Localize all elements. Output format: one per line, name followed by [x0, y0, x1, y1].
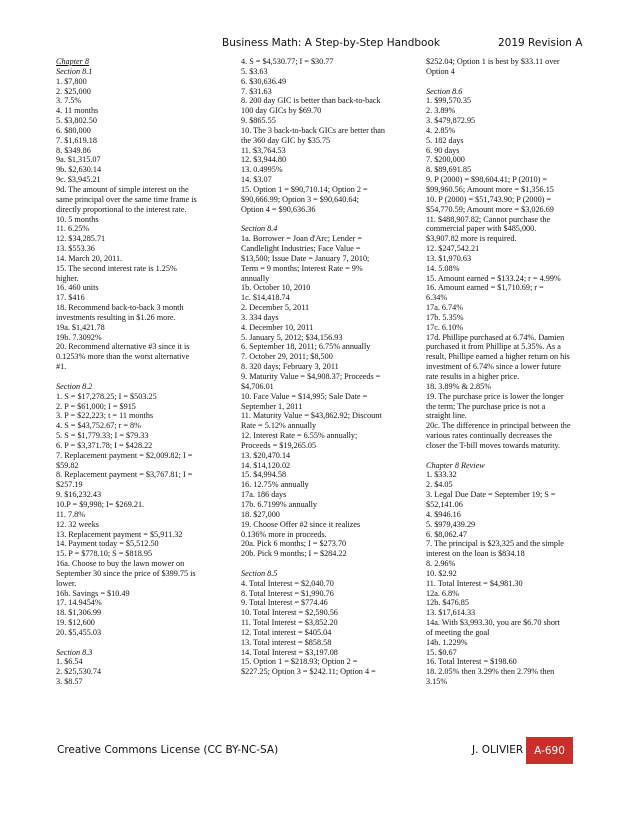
answer-line: 15. Amount earned = $133.24; r = 4.99%	[426, 273, 561, 283]
answer-line: 13. Replacement payment = $5,911.32	[56, 529, 183, 539]
answer-line: 19. Choose Offer #2 since it realizes	[241, 519, 361, 529]
answer-line: 18. 2.05% then 3.29% then 2.79% then	[426, 667, 555, 677]
answer-line: 12. 32 weeks	[56, 519, 99, 529]
answer-line: 4. $946.16	[426, 509, 461, 519]
answer-line: 16. Amount earned = $1,710.69; r =	[426, 283, 544, 293]
answer-line: 100 day GICs by $69.70	[241, 106, 322, 116]
answer-line: 10. P (2000) = $51,743.90; P (2000) =	[426, 194, 552, 204]
answer-line: 8. 320 days; February 3, 2011	[241, 362, 339, 372]
answer-line: 4. S = $43,752.67; r = 8%	[56, 421, 141, 431]
answer-line: directly proportional to the interest rate.	[56, 204, 187, 214]
answer-line: Rate = 5.12% annually	[241, 421, 317, 431]
answer-line: 12. $247,542.21	[426, 244, 480, 254]
section-heading: Chapter 8	[56, 57, 89, 66]
answer-line: 16a. Choose to buy the lawn mower on	[56, 559, 185, 569]
answer-line: same principal over the same time frame is	[56, 194, 197, 204]
answer-line: 19. The purchase price is lower the longer	[426, 391, 564, 401]
answer-line: 3. P = $22,223; t = 11 months	[56, 411, 154, 421]
answer-line: 19a. $1,421.78	[56, 322, 105, 332]
answer-line: 1c. $14,418.74	[241, 293, 290, 303]
answer-line: 3. Legal Due Date = September 19; S =	[426, 490, 556, 500]
answer-line: 17b. 5.35%	[426, 312, 464, 322]
answer-line: 11. Total Interest = $3,852.20	[241, 618, 338, 628]
answer-line: 7. The principal is $23,325 and the simple	[426, 539, 564, 549]
answer-line: 9. Maturity Value = $4,908.37; Proceeds =	[241, 372, 381, 381]
answer-line: 2. December 5, 2011	[241, 303, 310, 313]
answer-line: 16. 12.75% annually	[241, 480, 309, 490]
answer-line: Term = 9 months; Interest Rate = 9%	[241, 263, 363, 273]
answer-line: closer the T-bill moves towards maturity.	[426, 440, 561, 450]
answer-line: 14b. 1.229%	[426, 637, 468, 647]
answer-line: 11. $488,907.82; Cannot purchase the	[426, 214, 551, 224]
spacer	[56, 372, 234, 382]
answer-line: 17a. 186 days	[241, 490, 287, 500]
page-header-revision: 2019 Revision A	[498, 37, 583, 49]
answer-line: 3. $8.57	[56, 677, 83, 687]
answers-column-1	[56, 57, 234, 687]
answer-line: 17. $416	[56, 293, 85, 303]
answer-line: 4. S = $4,530.77; I = $30.77	[241, 57, 334, 66]
answer-line: $52,141.06	[426, 499, 463, 509]
answer-line: 12a. 6.8%	[426, 588, 459, 598]
section-heading: Section 8.2	[56, 381, 93, 391]
answer-line: 0.1253% more than the worst alternative	[56, 352, 190, 362]
answers-column-2	[241, 57, 419, 677]
answer-line: 1b. October 10, 2010	[241, 283, 311, 293]
answer-line: 18. Recommend back-to-back 3 month	[56, 303, 184, 313]
answer-line: 9a. $1,315.07	[56, 155, 101, 165]
answer-line: 6. 90 days	[426, 145, 460, 155]
answer-line: 5. $3,802.50	[56, 116, 97, 126]
answer-line: lower.	[56, 578, 77, 588]
answer-line: 17b. 6.7199% annually	[241, 499, 317, 509]
answer-line: 5. January 5, 2012; $34,156.93	[241, 332, 343, 342]
answer-line: 19b. 7.3092%	[56, 332, 102, 342]
answer-line: 10.P = $9,998; I= $269.21.	[56, 499, 145, 509]
answer-line: 12b. $476.85	[426, 598, 469, 608]
answer-line: 20. Recommend alternative #3 since it is	[56, 342, 190, 352]
answer-line: annually	[241, 273, 270, 283]
answer-line: 7. Replacement payment = $2,009.82; I =	[56, 450, 193, 460]
answer-line: 6. September 18, 2011; 6.75% annually	[241, 342, 371, 352]
answer-line: 14. $14,120.02	[241, 460, 291, 470]
answer-line: $90,666.99; Option 3 = $90,640.64;	[241, 194, 359, 204]
answer-line: 6. P = $3,371.78; I = $428.22	[56, 440, 153, 450]
answer-line: various rates continually decreases the	[426, 431, 552, 441]
answer-line: 7. $1,619.18	[56, 135, 97, 145]
answer-line: 2. $25,530.74	[56, 667, 102, 677]
answer-line: 1. $99,570.35	[426, 96, 472, 106]
answer-line: 15. The second interest rate is 1.25%	[56, 263, 177, 273]
answer-line: of meeting the goal	[426, 627, 490, 637]
spacer	[56, 638, 234, 648]
spacer	[241, 559, 419, 569]
answer-line: 7. $200,000	[426, 155, 465, 165]
section-heading: Chapter 8 Review	[426, 460, 485, 470]
answer-line: 6. $30,636.49	[241, 76, 287, 86]
answer-line: 15. Option 1 = $218.93; Option 2 =	[241, 657, 358, 667]
answer-line: $13,500; Issue Date = January 7, 2010;	[241, 253, 370, 263]
answer-line: 6. $80,000	[56, 125, 91, 135]
answer-line: $252.04; Option 1 is best by $33.11 over	[426, 57, 560, 66]
answer-line: 20c. The difference in principal between the	[426, 421, 571, 431]
answer-line: 4. December 10, 2011	[241, 322, 314, 332]
answer-line: $59.82	[56, 460, 79, 470]
answer-line: 10. 5 months	[56, 214, 99, 224]
answer-line: 9. Total Interest = $774.46	[241, 598, 328, 608]
answer-line: 10. $2.92	[426, 568, 457, 578]
answer-line: 14. 5.08%	[426, 263, 460, 273]
answer-line: 8. Total Interest = $1,990.76	[241, 588, 334, 598]
answer-line: Candlelight Industries; Face Value =	[241, 244, 361, 254]
answer-line: rate results in a higher price.	[426, 372, 520, 381]
answer-line: 8. Replacement payment = $3,767.81; I =	[56, 470, 193, 480]
answer-line: 14. Total Interest = $3,197.08	[241, 647, 338, 657]
answer-line: 2. $25,000	[56, 86, 91, 96]
answer-line: 1. $6.54	[56, 657, 83, 667]
answer-line: 13. Total interest = $858.58	[241, 637, 332, 647]
answer-line: 11. Maturity Value = $43,862.92; Discount	[241, 411, 382, 421]
answer-line: commercial paper with $485,000.	[426, 224, 537, 234]
answer-line: 10. Face Value = $14,995; Sale Date =	[241, 391, 368, 401]
answer-line: 9. P (2000) = $98,604.41; P (2010) =	[426, 175, 547, 185]
section-heading: Section 8.6	[426, 86, 463, 96]
answer-line: 3. $479,872.95	[426, 116, 476, 126]
answer-line: Proceeds = $19,265.05	[241, 440, 317, 450]
answer-line: higher.	[56, 273, 79, 283]
answer-line: 18. $27,000	[241, 509, 280, 519]
answer-line: interest on the loan is $834.18	[426, 549, 525, 559]
answer-line: 13. $1,970.63	[426, 253, 472, 263]
answer-line: September 1, 2011	[241, 401, 303, 411]
answer-line: $257.19	[56, 480, 83, 490]
answer-line: 8. $89,691.85	[426, 165, 472, 175]
answer-line: 18. 3.89% & 2.85%	[426, 381, 492, 391]
answer-line: 0.136% more in proceeds.	[241, 529, 327, 539]
answer-line: 14. Payment today = $5,512.50	[56, 539, 159, 549]
answer-line: investments resulting in $1.26 more.	[56, 312, 176, 322]
answer-line: 9d. The amount of simple interest on the	[56, 184, 189, 194]
answer-line: 12. Interest Rate = 6.55% annually;	[241, 431, 358, 441]
answer-line: 16. 460 units	[56, 283, 99, 293]
footer-author: J. OLIVIER	[472, 744, 524, 756]
answer-line: 2. P = $61,000; I = $915	[56, 401, 136, 411]
answer-line: 3.15%	[426, 677, 448, 687]
answer-line: 13. $20,470.14	[241, 450, 291, 460]
answer-line: 1. S = $17,278.25; I = $503.25	[56, 391, 157, 401]
answer-line: 17c. 6.10%	[426, 322, 464, 332]
answer-line: 16. Total Interest = $198.60	[426, 657, 517, 667]
answer-line: straight line.	[426, 411, 467, 421]
answer-line: 4. 2.85%	[426, 125, 456, 135]
answer-line: 15. $0.67	[426, 647, 457, 657]
answer-line: 18. $1,306.99	[56, 608, 102, 618]
page-header-title: Business Math: A Step-by-Step Handbook	[222, 37, 440, 49]
spacer	[426, 451, 604, 461]
answer-line: 6.34%	[426, 293, 448, 303]
answer-line: $227.25; Option 3 = $242.11; Option 4 =	[241, 667, 376, 677]
answer-line: 8. 200 day GIC is better than back-to-back	[241, 96, 381, 106]
answer-line: 17a. 6.74%	[426, 303, 464, 313]
answer-line: 11. $3,764.53	[241, 145, 286, 155]
answer-line: 7. $31.63	[241, 86, 272, 96]
answer-line: 13. $553.36	[56, 244, 95, 254]
answer-line: 1. $7,800	[56, 76, 87, 86]
page-number-badge: A-690	[526, 737, 573, 764]
answer-line: 14. March 20, 2011.	[56, 253, 123, 263]
answer-line: 20. $5,455.03	[56, 627, 102, 637]
answer-line: 5. 182 days	[426, 135, 464, 145]
answer-line: 11. 7.8%	[56, 509, 86, 519]
answer-line: $54,770.59; Amount more = $3,026.69	[426, 204, 554, 214]
answer-line: 11. 6.25%	[56, 224, 90, 234]
answer-line: 6. $8,062.47	[426, 529, 467, 539]
answer-line: 9c. $3,945.21	[56, 175, 101, 185]
answer-line: 1. $33.32	[426, 470, 457, 480]
answer-line: 2. 3.89%	[426, 106, 456, 116]
answer-line: 12. Total interest = $405.04	[241, 627, 332, 637]
answer-line: Option 4	[426, 66, 455, 76]
answer-line: 5. S = $1,779.33; I = $79.33	[56, 431, 149, 441]
answer-line: 9. $16,232.43	[56, 490, 102, 500]
answer-line: 4. 11 months	[56, 106, 99, 116]
section-heading: Section 8.3	[56, 647, 93, 657]
answer-line: 12. $3,944.80	[241, 155, 287, 165]
answer-line: 15. $4,994.58	[241, 470, 287, 480]
answer-line: 2. $4.05	[426, 480, 453, 490]
answer-line: 19. $12,600	[56, 618, 95, 628]
answer-line: Option 4 = $90,636.36	[241, 204, 316, 214]
answer-line: 17d. Phillipe purchased at 6.74%. Damien	[426, 332, 565, 342]
answer-line: 16b. Savings = $10.49	[56, 588, 130, 598]
answer-line: result, Phillipe earned a higher return on his	[426, 352, 570, 362]
answer-line: 3. 334 days	[241, 312, 279, 322]
answer-line: 14. $3.07	[241, 175, 272, 185]
answer-line: 15. Option 1 = $90,710.14; Option 2 =	[241, 184, 368, 194]
answer-line: 5. $979,439.29	[426, 519, 476, 529]
answer-line: 1a. Borrower = Joan d'Arc; Lender =	[241, 234, 362, 244]
answer-line: #1.	[56, 362, 67, 372]
answer-line: 17. 14.9454%	[56, 598, 102, 608]
answer-line: 9b. $2,630.14	[56, 165, 102, 175]
spacer	[241, 215, 419, 225]
answer-line: 8. $349.86	[56, 145, 91, 155]
section-heading: Section 8.1	[56, 66, 93, 76]
answer-line: $99,960.56; Amount more = $1,356.15	[426, 184, 554, 194]
answer-line: 5. $3.63	[241, 66, 268, 76]
answer-line: purchased it from Phillipe at 5.35%. As a	[426, 342, 561, 352]
section-heading: Section 8.5	[241, 568, 278, 578]
answer-line: 20a. Pick 6 months; I = $273.70	[241, 539, 347, 549]
section-heading: Section 8.4	[241, 224, 278, 234]
answer-line: 13. $17,614.33	[426, 608, 476, 618]
answer-line: the 360 day GIC by $35.75	[241, 135, 331, 145]
answer-line: 8. 2.96%	[426, 559, 456, 569]
answer-line: 15. P = $778.10; S = $818.95	[56, 549, 153, 559]
answer-line: 3. 7.5%	[56, 96, 82, 106]
answer-line: 14a. With $3,993.30, you are $6.70 short	[426, 618, 560, 628]
answer-line: the term; The purchase price is not a	[426, 401, 546, 411]
answer-line: 10. Total Interest = $2,590.56	[241, 608, 338, 618]
answer-line: September 30 since the price of $399.75 is	[56, 568, 196, 578]
answer-line: $3,907.82 more is required.	[426, 234, 517, 244]
footer-license: Creative Commons License (CC BY-NC-SA)	[57, 744, 279, 756]
answer-line: 9. $865.55	[241, 116, 276, 126]
answer-line: 12. $34,285.71	[56, 234, 106, 244]
answer-line: 10. The 3 back-to-back GICs are better than	[241, 125, 385, 135]
answer-line: investment of 6.74% since a lower future	[426, 362, 561, 372]
answer-line: 11. Total Interest = $4,981.30	[426, 578, 523, 588]
answer-line: 7. October 29, 2011; $8,500	[241, 352, 333, 362]
spacer	[426, 77, 604, 87]
answer-line: $4,706.01	[241, 381, 274, 391]
answers-column-3	[426, 57, 604, 687]
answer-line: 20b. Pick 9 months; I = $284.22	[241, 549, 347, 559]
answer-line: 13. 0.4995%	[241, 165, 283, 175]
answer-line: 4. Total Interest = $2,040.70	[241, 578, 334, 588]
